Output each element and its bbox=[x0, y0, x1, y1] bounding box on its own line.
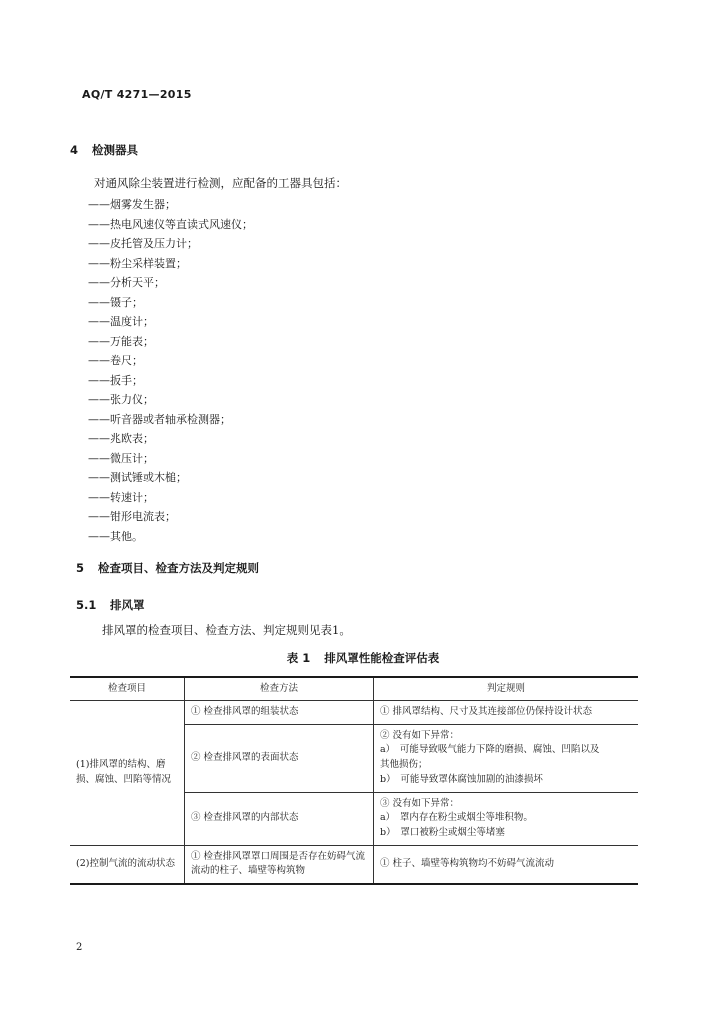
list-item: ——听音器或者轴承检测器； bbox=[88, 412, 231, 426]
section-5-1-title: 排风罩 bbox=[110, 598, 145, 612]
section-5-heading bbox=[76, 560, 259, 576]
section-5-title: 检查项目、检查方法及判定规则 bbox=[98, 561, 260, 575]
list-item: ——镊子； bbox=[88, 295, 143, 309]
criteria-line: b） 罩口被粉尘或烟尘等堵塞 bbox=[380, 827, 505, 839]
page-number: 2 bbox=[76, 942, 83, 953]
tools-list bbox=[88, 195, 253, 546]
column-header-criteria: 判定规则 bbox=[374, 677, 639, 701]
list-item: ——温度计； bbox=[88, 315, 154, 328]
list-item: ——钳形电流表； bbox=[88, 510, 176, 523]
criteria-cell bbox=[374, 701, 639, 725]
list-item: ——微压计； bbox=[88, 451, 154, 465]
criteria-cell bbox=[374, 724, 639, 792]
list-item: ——分析天平； bbox=[88, 276, 165, 289]
criteria-line: b） 可能导致罩体腐蚀加剧的油漆损坏 bbox=[380, 773, 543, 785]
list-item: ——卷尺； bbox=[88, 354, 143, 367]
table-1-number: 表 1 bbox=[286, 651, 311, 665]
section-5-1-number: 5.1 bbox=[76, 598, 97, 612]
list-item: ——皮托管及压力计； bbox=[88, 237, 198, 250]
standard-code-header: AQ/T 4271—2015 bbox=[82, 88, 192, 101]
method-cell: ① 检查排风罩的组装状态 bbox=[185, 701, 374, 725]
section-5-number: 5 bbox=[76, 561, 85, 575]
table-row bbox=[70, 845, 638, 884]
criteria-line: a） 罩内存在粉尘或烟尘等堆积物。 bbox=[380, 812, 533, 824]
table-row bbox=[70, 701, 638, 725]
criteria-cell bbox=[374, 792, 639, 845]
list-item: ——张力仪； bbox=[88, 393, 154, 406]
criteria-line: ① 排风罩结构、尺寸及其连接部位仍保持设计状态 bbox=[380, 706, 593, 717]
criteria-line: 其他损伤； bbox=[380, 759, 428, 771]
criteria-line: ③ 没有如下异常： bbox=[380, 797, 460, 809]
section-5-1-paragraph: 排风罩的检查项目、检查方法、判定规则见表1。 bbox=[102, 623, 351, 637]
inspection-item-cell: (2)控制气流的流动状态 bbox=[70, 845, 185, 884]
inspection-item-cell: (1)排风罩的结构、磨损、腐蚀、凹陷等情况 bbox=[70, 701, 185, 846]
list-item: ——烟雾发生器； bbox=[88, 198, 176, 211]
section-5-1-heading bbox=[76, 597, 145, 613]
list-item: ——万能表； bbox=[88, 334, 154, 348]
table-header-row bbox=[70, 677, 638, 701]
list-item: ——粉尘采样装置； bbox=[88, 256, 187, 270]
criteria-cell bbox=[374, 845, 639, 884]
criteria-line: a） 可能导致吸气能力下降的磨损、腐蚀、凹陷以及 bbox=[380, 744, 600, 756]
table-1-caption bbox=[0, 650, 726, 666]
criteria-line: ② 没有如下异常： bbox=[380, 729, 460, 741]
method-cell: ② 检查排风罩的表面状态 bbox=[185, 724, 374, 792]
list-item: ——热电风速仪等直读式风速仪； bbox=[88, 217, 253, 231]
table-1-title: 排风罩性能检查评估表 bbox=[324, 651, 440, 665]
method-cell: ③ 检查排风罩的内部状态 bbox=[185, 792, 374, 845]
section-4-heading bbox=[70, 142, 138, 158]
list-item: ——其他。 bbox=[88, 529, 143, 543]
column-header-item: 检查项目 bbox=[70, 677, 185, 701]
criteria-line: ① 柱子、墙壁等构筑物均不妨碍气流流动 bbox=[380, 858, 555, 870]
list-item: ——测试锤或木槌； bbox=[88, 471, 187, 484]
list-item: ——兆欧表； bbox=[88, 432, 154, 445]
column-header-method: 检查方法 bbox=[185, 677, 374, 701]
list-item: ——扳手； bbox=[88, 373, 143, 387]
exhaust-hood-evaluation-table bbox=[70, 676, 638, 885]
section-4-number: 4 bbox=[70, 143, 79, 157]
tools-intro-paragraph: 对通风除尘装置进行检测，应配备的工器具包括： bbox=[94, 176, 347, 190]
list-item: ——转速计； bbox=[88, 490, 154, 504]
section-4-title: 检测器具 bbox=[92, 143, 139, 157]
method-cell: ① 检查排风罩罩口周围是否存在妨碍气流流动的柱子、墙壁等构筑物 bbox=[185, 845, 374, 884]
